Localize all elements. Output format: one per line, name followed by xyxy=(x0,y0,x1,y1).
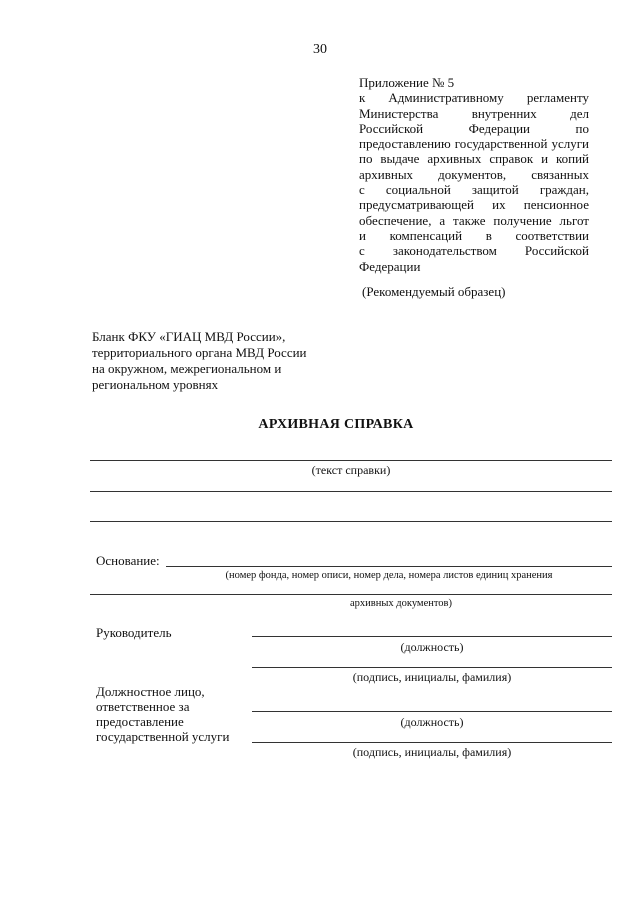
page-number: 30 xyxy=(313,42,327,57)
recommended-sample-note: (Рекомендуемый образец) xyxy=(362,284,506,299)
head-label: Руководитель xyxy=(96,625,172,640)
basis-line[interactable] xyxy=(90,594,612,595)
appendix-line: предусматривающей их пенсионное xyxy=(359,197,589,213)
appendix-line: Министерства внутренних дел xyxy=(359,105,589,121)
text-line[interactable] xyxy=(90,491,612,492)
appendix-line: и компенсаций в соответствии xyxy=(359,227,589,243)
official-signature-line[interactable] xyxy=(252,742,612,743)
appendix-line: обеспечение, а также получение льгот xyxy=(359,212,589,228)
official-label xyxy=(96,684,229,744)
appendix-line: предоставлению государственной услуги xyxy=(359,136,589,152)
letterhead-line: на окружном, межрегиональном и xyxy=(92,361,282,376)
appendix-line: Федерации xyxy=(359,258,421,274)
appendix-line: по выдаче архивных справок и копий xyxy=(359,151,589,167)
appendix-line: с законодательством Российской xyxy=(359,243,589,259)
appendix-line: архивных документов, связанных xyxy=(359,166,589,182)
basis-line[interactable] xyxy=(166,566,612,567)
official-label-line: государственной услуги xyxy=(96,729,230,744)
letterhead-line: региональном уровнях xyxy=(92,377,219,392)
text-caption: (текст справки) xyxy=(311,463,391,477)
letterhead-line: территориального органа МВД России xyxy=(92,345,307,360)
appendix-line: с социальной защитой граждан, xyxy=(359,182,589,198)
appendix-line: Приложение № 5 xyxy=(359,75,455,90)
head-position-caption: (должность) xyxy=(400,640,464,654)
official-label-line: Должностное лицо, xyxy=(96,684,205,699)
text-line[interactable] xyxy=(90,460,612,461)
basis-label: Основание: xyxy=(96,553,160,568)
head-position-line[interactable] xyxy=(252,636,612,637)
appendix-line: к Административному регламенту xyxy=(359,90,589,106)
document-title: АРХИВНАЯ СПРАВКА xyxy=(258,417,414,432)
official-position-caption: (должность) xyxy=(400,715,464,729)
official-position-line[interactable] xyxy=(252,711,612,712)
basis-caption: (номер фонда, номер описи, номер дела, номера листов единиц хранения xyxy=(225,570,553,581)
letterhead-block xyxy=(92,329,332,393)
head-signature-caption: (подпись, инициалы, фамилия) xyxy=(352,670,512,684)
appendix-line: Российской Федерации по xyxy=(359,120,589,136)
official-label-line: ответственное за xyxy=(96,699,190,714)
official-label-line: предоставление xyxy=(96,714,184,729)
head-signature-line[interactable] xyxy=(252,667,612,668)
official-signature-caption: (подпись, инициалы, фамилия) xyxy=(352,745,512,759)
text-line[interactable] xyxy=(90,521,612,522)
appendix-header xyxy=(359,75,589,274)
basis-caption: архивных документов) xyxy=(349,598,453,609)
letterhead-line: Бланк ФКУ «ГИАЦ МВД России», xyxy=(92,329,286,344)
